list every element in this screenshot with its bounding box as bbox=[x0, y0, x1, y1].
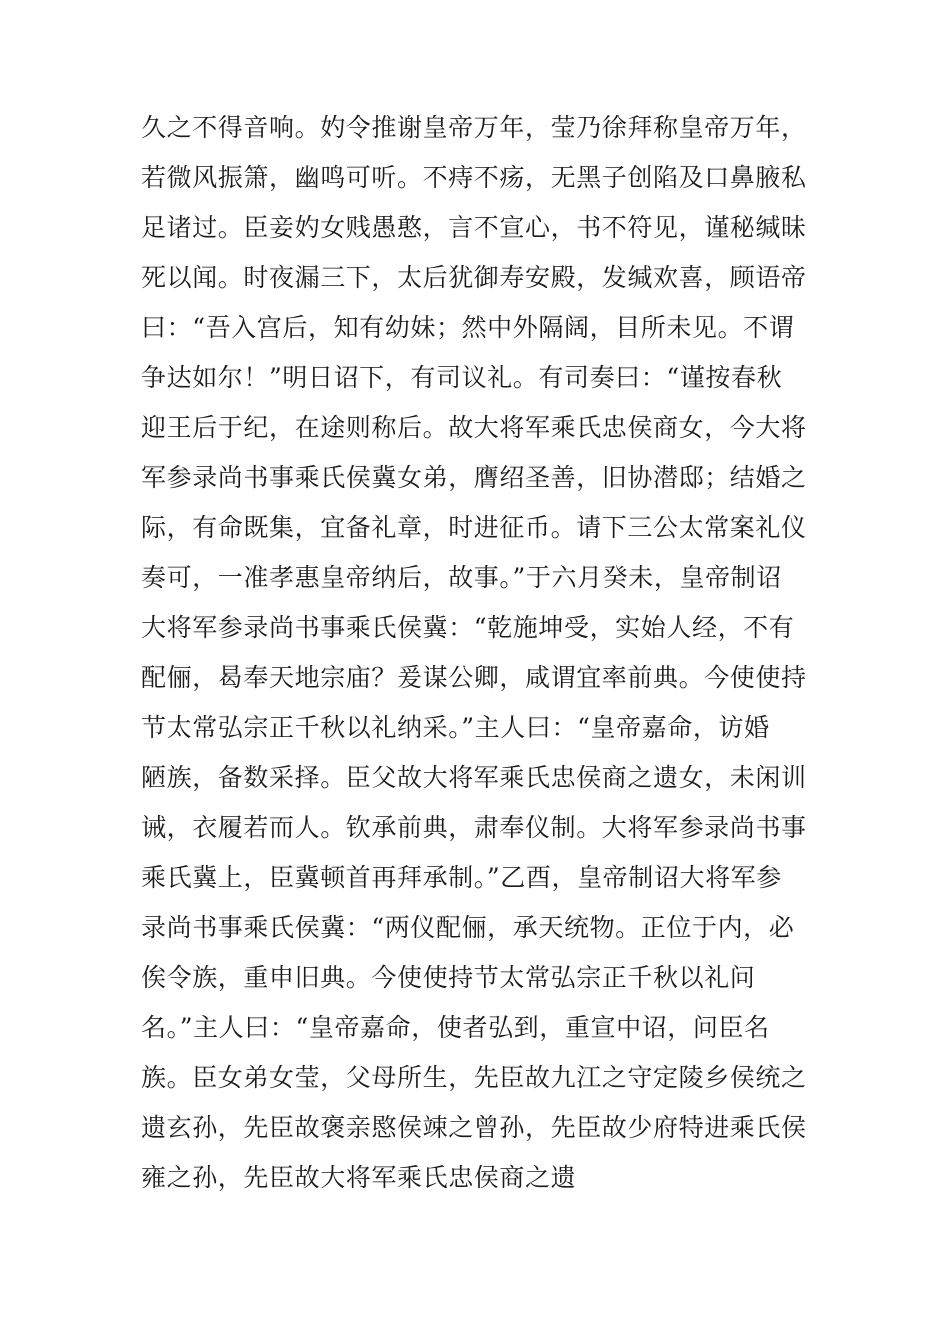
text-line-7: 迎王后于纪，在途则称后。故大将军乘氏忠侯商女，今大将 bbox=[141, 413, 807, 442]
text-line-5: 曰：“吾入宫后，知有幼妹；然中外隔阔，目所未见。不谓 bbox=[141, 313, 795, 342]
text-line-14: 陋族，备数采择。臣父故大将军乘氏忠侯商之遗女，未闲训 bbox=[141, 763, 807, 792]
text-line-6: 争达如尔！”明日诏下，有司议礼。有司奏曰：“谨按春秋 bbox=[141, 363, 783, 392]
text-line-16: 乘氏冀上，臣冀顿首再拜承制。”乙酉，皇帝制诏大将军参 bbox=[141, 863, 782, 892]
body-text bbox=[141, 103, 821, 1203]
text-line-8: 军参录尚书事乘氏侯冀女弟，膺绍圣善，旧协潜邸；结婚之 bbox=[141, 463, 807, 492]
text-line-1: 久之不得音响。妁令推谢皇帝万年，莹乃徐拜称皇帝万年， bbox=[141, 113, 807, 142]
text-line-20: 族。臣女弟女莹，父母所生，先臣故九江之守定陵乡侯统之 bbox=[141, 1063, 807, 1092]
text-line-12: 配俪，曷奉天地宗庙？爰谋公卿，咸谓宜率前典。今使使持 bbox=[141, 663, 807, 692]
text-line-15: 诫，衣履若而人。钦承前典，肃奉仪制。大将军参录尚书事 bbox=[141, 813, 807, 842]
text-line-3: 足诸过。臣妾妁女贱愚憨，言不宣心，书不符见，谨秘缄昧 bbox=[141, 213, 807, 242]
text-line-21: 遗玄孙，先臣故褒亲愍侯竦之曾孙，先臣故少府特进乘氏侯 bbox=[141, 1113, 807, 1142]
text-line-4: 死以闻。时夜漏三下，太后犹御寿安殿，发缄欢喜，顾语帝 bbox=[141, 263, 807, 292]
text-line-19: 名。”主人曰：“皇帝嘉命，使者弘到，重宣中诏，问臣名 bbox=[141, 1013, 770, 1042]
text-line-13: 节太常弘宗正千秋以礼纳采。”主人曰：“皇帝嘉命，访婚 bbox=[141, 713, 770, 742]
text-line-22: 雍之孙，先臣故大将军乘氏忠侯商之遗 bbox=[141, 1163, 577, 1192]
text-line-10: 奏可，一准孝惠皇帝纳后，故事。”于六月癸未，皇帝制诏 bbox=[141, 563, 782, 592]
text-line-17: 录尚书事乘氏侯冀：“两仪配俪，承天统物。正位于内，必 bbox=[141, 913, 795, 942]
text-line-11: 大将军参录尚书事乘氏侯冀：“乾施坤受，实始人经，不有 bbox=[141, 613, 795, 642]
text-line-18: 俟令族，重申旧典。今使使持节太常弘宗正千秋以礼问 bbox=[141, 963, 756, 992]
text-line-2: 若微风振箫，幽鸣可听。不痔不疡，无黑子创陷及口鼻腋私 bbox=[141, 163, 807, 192]
text-line-9: 际，有命既集，宜备礼章，时进征币。请下三公太常案礼仪 bbox=[141, 513, 807, 542]
